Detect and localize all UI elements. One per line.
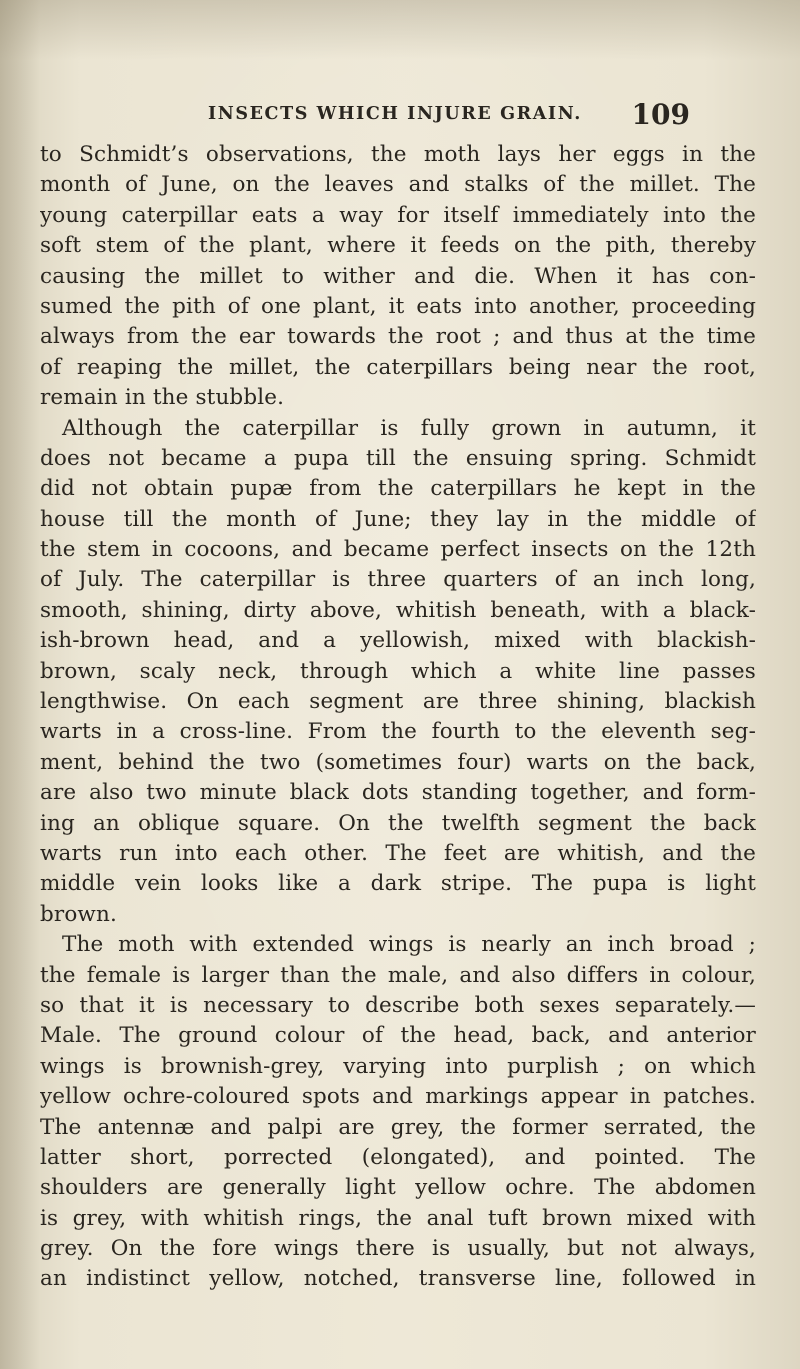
text-line: causing the millet to wither and die. When it has con- xyxy=(40,263,756,289)
text-line: ish-brown head, and a yellowish, mixed with blackish- xyxy=(40,628,756,654)
text-line: house till the month of June; they lay in the middle of xyxy=(40,506,756,532)
text-line: the female is larger than the male, and also differs in colour, xyxy=(40,962,756,988)
text-line: to Schmidt’s observations, the moth lays her eggs in the xyxy=(40,142,756,167)
text-line: of reaping the millet, the caterpillars being near the root, xyxy=(40,354,756,380)
text-line: lengthwise. On each segment are three shining, blackish xyxy=(40,689,756,715)
page-shadow-gutter xyxy=(0,0,40,1369)
text-line: soft stem of the plant, where it feeds on the pith, thereby xyxy=(40,233,756,259)
text-line: warts run into each other. The feet are whitish, and the xyxy=(40,840,756,866)
body-text xyxy=(40,140,756,1295)
page-number: 109 xyxy=(631,98,690,131)
text-line: always from the ear towards the root ; and thus at the time xyxy=(40,324,756,350)
page-shadow-top xyxy=(0,0,800,60)
text-line: so that it is necessary to describe both sexes separately.— xyxy=(40,992,756,1018)
text-line: wings is brownish-grey, varying into purplish ; on which xyxy=(40,1053,756,1079)
text-line: ing an oblique square. On the twelfth segment the back xyxy=(40,810,756,836)
text-line: brown, scaly neck, through which a white line passes xyxy=(40,658,756,684)
text-line: of July. The caterpillar is three quarters of an inch long, xyxy=(40,567,756,593)
text-line: sumed the pith of one plant, it eats into another, proceeding xyxy=(40,293,756,319)
text-line: does not became a pupa till the ensuing spring. Schmidt xyxy=(40,445,756,471)
text-line: did not obtain pupæ from the caterpillars he kept in the xyxy=(40,476,756,502)
text-line: an indistinct yellow, notched, transverse line, followed in xyxy=(40,1266,756,1292)
text-line: smooth, shining, dirty above, whitish beneath, with a black- xyxy=(40,597,756,623)
text-line: Although the caterpillar is fully grown in autumn, it xyxy=(62,415,756,441)
text-line: is grey, with whitish rings, the anal tuft brown mixed with xyxy=(40,1205,756,1231)
text-line: are also two minute black dots standing together, and form- xyxy=(40,780,756,806)
text-line: The moth with extended wings is nearly an inch broad ; xyxy=(62,932,756,958)
text-line: brown. xyxy=(40,901,117,927)
running-title: INSECTS WHICH INJURE GRAIN. xyxy=(208,104,582,124)
page-header xyxy=(208,98,690,138)
text-line: remain in the stubble. xyxy=(40,385,285,411)
text-line: the stem in cocoons, and became perfect insects on the 12th xyxy=(40,537,756,563)
text-line: latter short, porrected (elongated), and pointed. The xyxy=(40,1144,756,1170)
text-line: shoulders are generally light yellow ochre. The abdomen xyxy=(40,1175,756,1201)
text-line: middle vein looks like a dark stripe. The pupa is light xyxy=(40,871,756,897)
text-line: Male. The ground colour of the head, back, and anterior xyxy=(40,1023,756,1049)
text-line: young caterpillar eats a way for itself immediately into the xyxy=(40,202,756,228)
text-line: ment, behind the two (sometimes four) warts on the back, xyxy=(40,749,756,775)
text-line: The antennæ and palpi are grey, the former serrated, the xyxy=(40,1114,756,1140)
text-line: month of June, on the leaves and stalks of the millet. The xyxy=(40,172,756,198)
text-line: warts in a cross-line. From the fourth to the eleventh seg- xyxy=(40,719,756,745)
text-line: yellow ochre-coloured spots and markings appear in patches. xyxy=(40,1084,756,1110)
text-line: grey. On the fore wings there is usually, but not always, xyxy=(40,1236,756,1262)
